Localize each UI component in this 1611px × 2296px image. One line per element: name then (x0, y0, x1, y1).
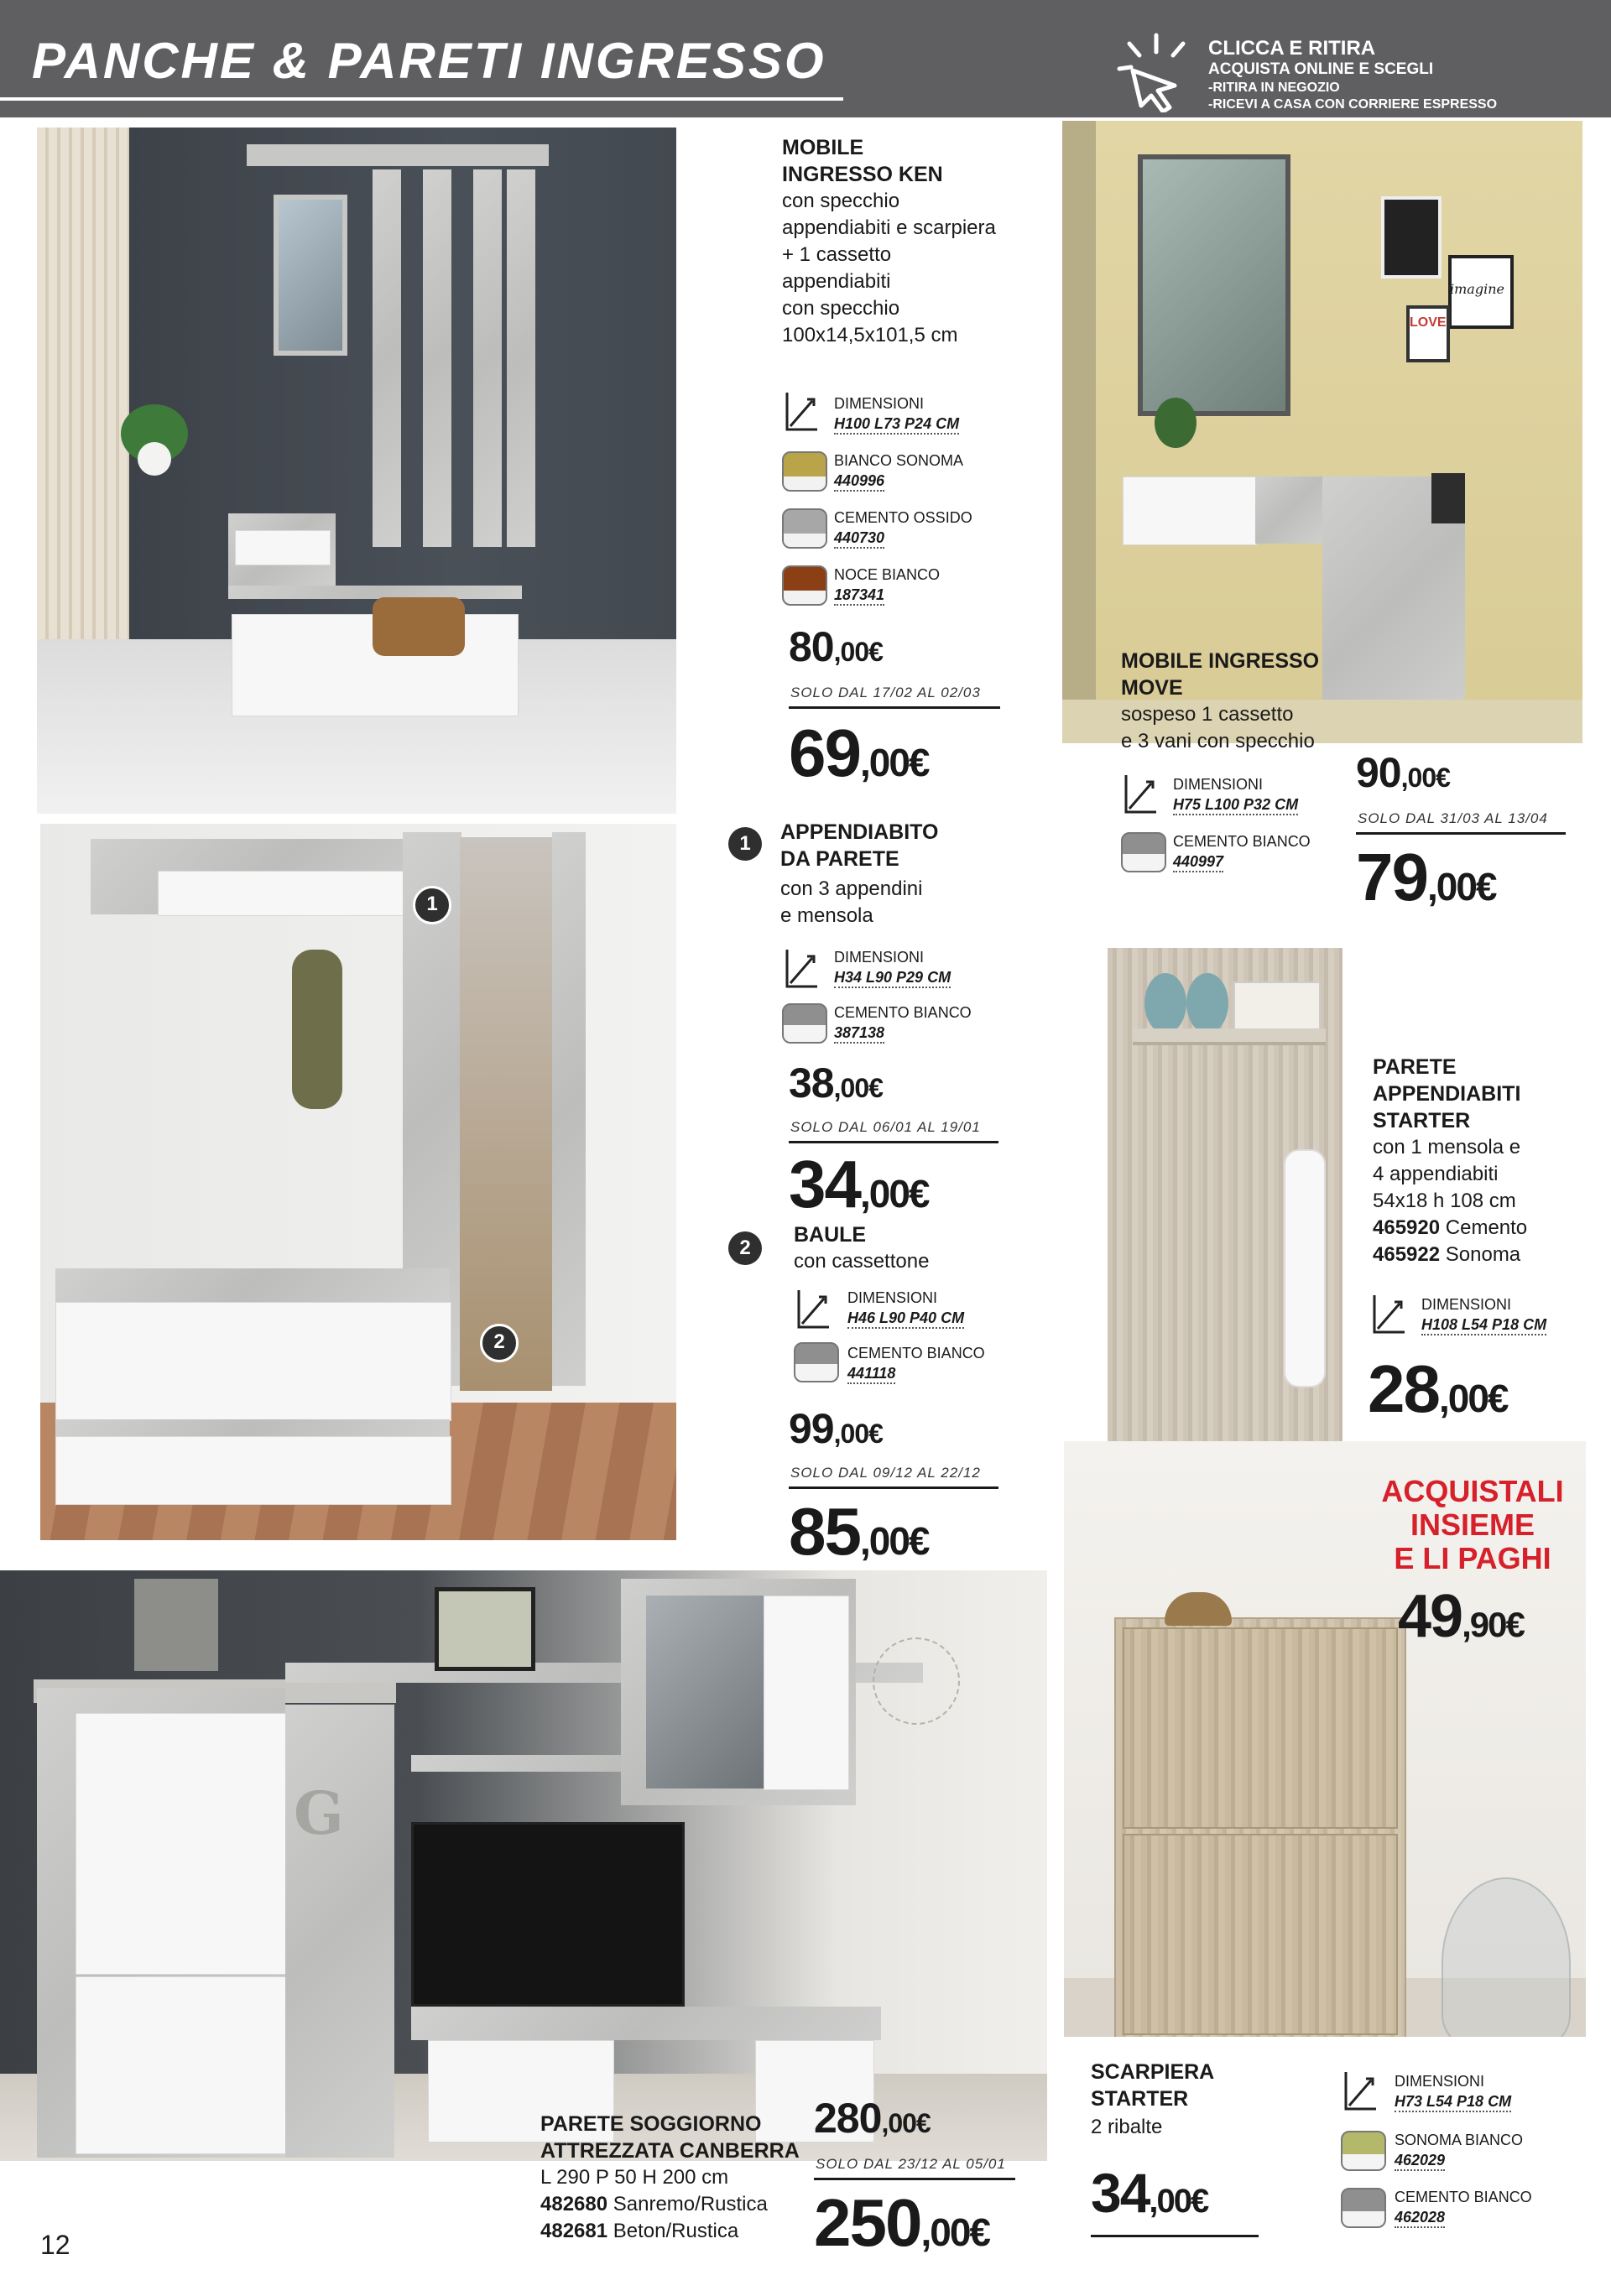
variant-code: 440996 (834, 471, 884, 492)
dimensions-icon (782, 389, 821, 435)
color-swatch (1341, 2131, 1386, 2171)
product-desc: + 1 cassetto (782, 243, 892, 266)
promo-line: INSIEME (1410, 1507, 1535, 1542)
dimensions-icon (794, 1287, 832, 1332)
product-desc: appendiabiti e scarpiera (782, 216, 996, 239)
old-price: 99,00€ (789, 1405, 883, 1452)
price-divider (789, 1141, 998, 1143)
product-desc: 100x14,5x101,5 cm (782, 324, 958, 346)
dimensions-icon (1121, 772, 1160, 817)
product-desc: L 290 P 50 H 200 cm (540, 2166, 729, 2189)
variant-label: CEMENTO BIANCO (834, 1004, 972, 1021)
dimensions-value: H34 L90 P29 CM (834, 968, 951, 988)
product-name: PARETE (1373, 1055, 1457, 1079)
product-name: MOBILE INGRESSO (1121, 649, 1320, 673)
dimensions-icon (1341, 2069, 1379, 2114)
product-desc: con 1 mensola e (1373, 1136, 1521, 1158)
product-name: STARTER (1091, 2087, 1189, 2111)
price-divider (814, 2178, 1015, 2180)
dimensions-label: DIMENSIONI (834, 395, 925, 412)
poster-text: LOVE (1410, 315, 1447, 330)
dimensions-value: H108 L54 P18 CM (1421, 1315, 1546, 1335)
dimensions-value: H100 L73 P24 CM (834, 414, 959, 435)
offer-period: SOLO DAL 23/12 AL 05/01 (816, 2156, 1006, 2172)
variant-code: 387138 (834, 1023, 884, 1044)
promo-line: ACQUISTALI (1381, 1474, 1564, 1508)
click-collect-title: CLICCA E RITIRA (1208, 37, 1376, 60)
product-desc: 4 appendiabiti (1373, 1163, 1499, 1185)
promo-price: 49,90€ (1398, 1583, 1524, 1650)
old-price: 38,00€ (789, 1059, 883, 1106)
product-badge: 2 (728, 1231, 762, 1265)
price-divider (789, 706, 1000, 709)
variant-code: 462029 (1395, 2151, 1445, 2171)
price-divider (1091, 2235, 1259, 2237)
product-name: PARETE SOGGIORNO (540, 2112, 762, 2136)
page-title: PANCHE & PARETI INGRESSO (32, 33, 826, 89)
variant-code: 440730 (834, 528, 884, 549)
dimensions-label: DIMENSIONI (1395, 2073, 1485, 2090)
product-desc: sospeso 1 cassetto (1121, 703, 1294, 726)
cursor-click-icon (1116, 29, 1191, 112)
product-name: MOVE (1121, 676, 1183, 700)
dimensions-label: DIMENSIONI (1421, 1296, 1512, 1313)
color-swatch (794, 1342, 839, 1382)
dimensions-icon (782, 946, 821, 992)
variant-code: 440997 (1173, 852, 1223, 872)
product-name: SCARPIERA (1091, 2060, 1215, 2084)
old-price: 90,00€ (1356, 749, 1450, 796)
product-code-line: 465922 Sonoma (1373, 1243, 1521, 1266)
click-collect-line: ACQUISTA ONLINE E SCEGLI (1208, 60, 1434, 78)
product-desc: appendiabiti (782, 270, 891, 293)
product-desc: con cassettone (794, 1250, 930, 1273)
color-swatch (782, 451, 827, 492)
price-divider (1356, 832, 1566, 835)
product-desc: con 3 appendini (780, 877, 923, 900)
header-underline (0, 97, 843, 101)
offer-period: SOLO DAL 17/02 AL 02/03 (790, 685, 981, 700)
product-name: MOBILE (782, 136, 864, 159)
dimensions-label: DIMENSIONI (1173, 776, 1264, 793)
click-collect-line: -RITIRA IN NEGOZIO (1208, 81, 1340, 95)
product-name: APPENDIABITI (1373, 1082, 1521, 1106)
product-name: INGRESSO KEN (782, 163, 943, 186)
photo-badge: 1 (413, 886, 451, 924)
dimensions-icon (1369, 1292, 1408, 1337)
product-name: APPENDIABITO (780, 820, 939, 844)
color-swatch (1121, 832, 1166, 872)
product-desc: 54x18 h 108 cm (1373, 1190, 1516, 1212)
variant-label: BIANCO SONOMA (834, 452, 964, 469)
color-swatch (782, 1003, 827, 1044)
variant-label: CEMENTO BIANCO (847, 1345, 985, 1361)
product-badge: 1 (728, 827, 762, 861)
variant-label: CEMENTO OSSIDO (834, 509, 972, 526)
variant-label: CEMENTO BIANCO (1173, 833, 1311, 850)
product-code-line: 482680 Sanremo/Rustica (540, 2193, 768, 2215)
offer-price: 28,00€ (1368, 1351, 1508, 1426)
offer-price: 79,00€ (1356, 840, 1496, 914)
offer-price: 34,00€ (1091, 2162, 1208, 2224)
offer-price: 69,00€ (789, 716, 929, 790)
decor-monogram: G (294, 1778, 344, 1848)
dimensions-label: DIMENSIONI (847, 1289, 938, 1306)
photo-appendiabito-baule (40, 824, 676, 1540)
dimensions-value: H75 L100 P32 CM (1173, 795, 1298, 815)
variant-label: NOCE BIANCO (834, 566, 941, 583)
photo-parete-canberra (0, 1570, 1047, 2161)
promo-line: E LI PAGHI (1394, 1541, 1551, 1575)
offer-period: SOLO DAL 09/12 AL 22/12 (790, 1465, 981, 1481)
product-desc: con specchio (782, 297, 900, 320)
dimensions-value: H46 L90 P40 CM (847, 1309, 964, 1329)
variant-label: SONOMA BIANCO (1395, 2132, 1524, 2148)
click-collect-line: -RICEVI A CASA CON CORRIERE ESPRESSO (1208, 97, 1498, 112)
variant-code: 462028 (1395, 2208, 1445, 2228)
offer-price: 34,00€ (789, 1147, 929, 1221)
product-desc: e 3 vani con specchio (1121, 730, 1315, 752)
photo-parete-starter (1108, 948, 1342, 1512)
offer-price: 85,00€ (789, 1494, 929, 1569)
poster-text: imagine (1450, 281, 1504, 297)
product-name: STARTER (1373, 1109, 1471, 1132)
variant-code: 187341 (834, 586, 884, 606)
photo-mobile-ingresso-ken (37, 128, 676, 814)
offer-price: 250,00€ (814, 2185, 990, 2260)
product-desc: e mensola (780, 904, 873, 927)
photo-badge: 2 (480, 1324, 519, 1362)
product-name: BAULE (794, 1223, 867, 1247)
dimensions-label: DIMENSIONI (834, 949, 925, 966)
product-code-line: 465920 Cemento (1373, 1216, 1528, 1239)
variant-label: CEMENTO BIANCO (1395, 2189, 1532, 2205)
variant-code: 441118 (847, 1364, 895, 1384)
color-swatch (1341, 2188, 1386, 2228)
color-swatch (782, 508, 827, 549)
old-price: 80,00€ (789, 623, 883, 670)
product-name: ATTREZZATA CANBERRA (540, 2139, 800, 2163)
offer-period: SOLO DAL 31/03 AL 13/04 (1358, 810, 1548, 826)
page-number: 12 (40, 2230, 70, 2260)
offer-period: SOLO DAL 06/01 AL 19/01 (790, 1119, 981, 1135)
product-desc: 2 ribalte (1091, 2116, 1163, 2138)
color-swatch (782, 565, 827, 606)
price-divider (789, 1486, 998, 1489)
product-desc: con specchio (782, 190, 900, 212)
product-code-line: 482681 Beton/Rustica (540, 2220, 739, 2242)
dimensions-value: H73 L54 P18 CM (1395, 2092, 1511, 2112)
product-name: DA PARETE (780, 847, 899, 871)
old-price: 280,00€ (814, 2095, 931, 2142)
